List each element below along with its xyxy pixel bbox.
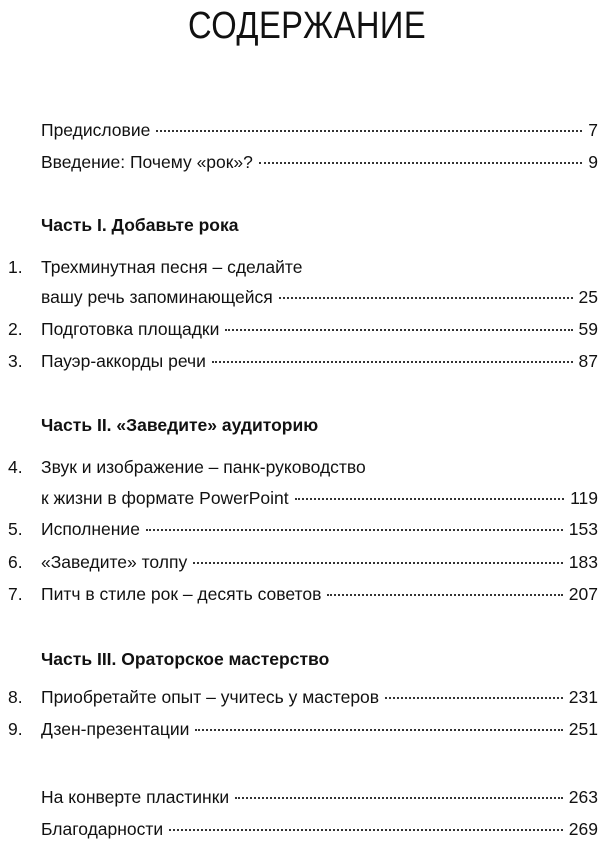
- dot-leader: [195, 728, 562, 731]
- toc-entry-acknowledgements[interactable]: [0, 815, 614, 843]
- toc-entry-chapter-3[interactable]: [0, 347, 614, 375]
- toc-entry-chapter-2[interactable]: [0, 315, 614, 343]
- entry-title: Питч в стиле рок – десять советов: [41, 584, 322, 604]
- chapter-number: 6.: [8, 552, 23, 572]
- dot-leader: [295, 497, 564, 500]
- dot-leader: [146, 528, 563, 531]
- chapter-number: 5.: [8, 519, 23, 539]
- page-number: 25: [578, 287, 598, 307]
- dot-leader: [225, 328, 572, 331]
- dot-leader: [327, 593, 562, 596]
- entry-title: Благодарности: [41, 819, 164, 839]
- chapter-number: 1.: [8, 257, 23, 277]
- page-number: 153: [568, 519, 598, 539]
- dot-leader: [193, 561, 563, 564]
- page-number: 119: [570, 488, 598, 508]
- entry-title: Звук и изображение – панк-руководство: [41, 457, 366, 477]
- entry-title: Пауэр-аккорды речи: [41, 351, 206, 371]
- page-number: 263: [568, 787, 598, 807]
- page-number: 251: [568, 719, 598, 739]
- entry-title: Приобретайте опыт – учитесь у мастеров: [41, 687, 380, 707]
- entry-title: Исполнение: [41, 519, 140, 539]
- part-heading-3: Часть III. Ораторское мастерство: [41, 649, 330, 669]
- entry-title: Трехминутная песня – сделайте: [41, 257, 303, 277]
- dot-leader: [385, 696, 563, 699]
- toc-entry-chapter-4-cont[interactable]: [0, 484, 614, 512]
- dot-leader: [212, 360, 573, 363]
- entry-title: На конверте пластинки: [41, 787, 230, 807]
- chapter-number: 4.: [8, 457, 23, 477]
- page-number: 9: [588, 152, 598, 172]
- entry-title-continued: к жизни в формате PowerPoint: [41, 488, 289, 508]
- chapter-number: 8.: [8, 687, 23, 707]
- chapter-number: 7.: [8, 584, 23, 604]
- chapter-number: 9.: [8, 719, 23, 739]
- dot-leader: [156, 129, 582, 132]
- chapter-number: 2.: [8, 319, 23, 339]
- page-number: 207: [568, 584, 598, 604]
- entry-title: Дзен-презентации: [41, 719, 190, 739]
- dot-leader: [259, 161, 582, 164]
- dot-leader: [279, 296, 573, 299]
- entry-title: Подготовка площадки: [41, 319, 220, 339]
- entry-title: Введение: Почему «рок»?: [41, 152, 253, 172]
- chapter-number: 3.: [8, 351, 23, 371]
- toc-entry-chapter-8[interactable]: [0, 683, 614, 711]
- entry-title-continued: вашу речь запоминающейся: [41, 287, 273, 307]
- entry-title: Предисловие: [41, 120, 151, 140]
- entry-title: «Заведите» толпу: [41, 552, 188, 572]
- page-number: 7: [588, 120, 598, 140]
- toc-entry-chapter-5[interactable]: [0, 515, 614, 543]
- toc-entry-chapter-6[interactable]: [0, 548, 614, 576]
- page-number: 59: [578, 319, 598, 339]
- page-number: 183: [568, 552, 598, 572]
- page-number: 269: [568, 819, 598, 839]
- toc-entry-introduction[interactable]: [0, 148, 614, 176]
- toc-entry-album-cover[interactable]: [0, 783, 614, 811]
- page-title: СОДЕРЖАНИЕ: [187, 5, 427, 47]
- part-heading-2: Часть II. «Заведите» аудиторию: [41, 415, 319, 435]
- toc-entry-chapter-7[interactable]: [0, 580, 614, 608]
- toc-entry-chapter-1[interactable]: [0, 253, 614, 281]
- toc-entry-chapter-4[interactable]: [0, 453, 614, 481]
- part-heading-1: Часть I. Добавьте рока: [41, 215, 239, 235]
- toc-entry-chapter-1-cont[interactable]: [0, 283, 614, 311]
- toc-entry-chapter-9[interactable]: [0, 715, 614, 743]
- page-number: 231: [568, 687, 598, 707]
- page-number: 87: [578, 351, 598, 371]
- dot-leader: [169, 828, 563, 831]
- toc-entry-preface[interactable]: [0, 116, 614, 144]
- dot-leader: [235, 796, 563, 799]
